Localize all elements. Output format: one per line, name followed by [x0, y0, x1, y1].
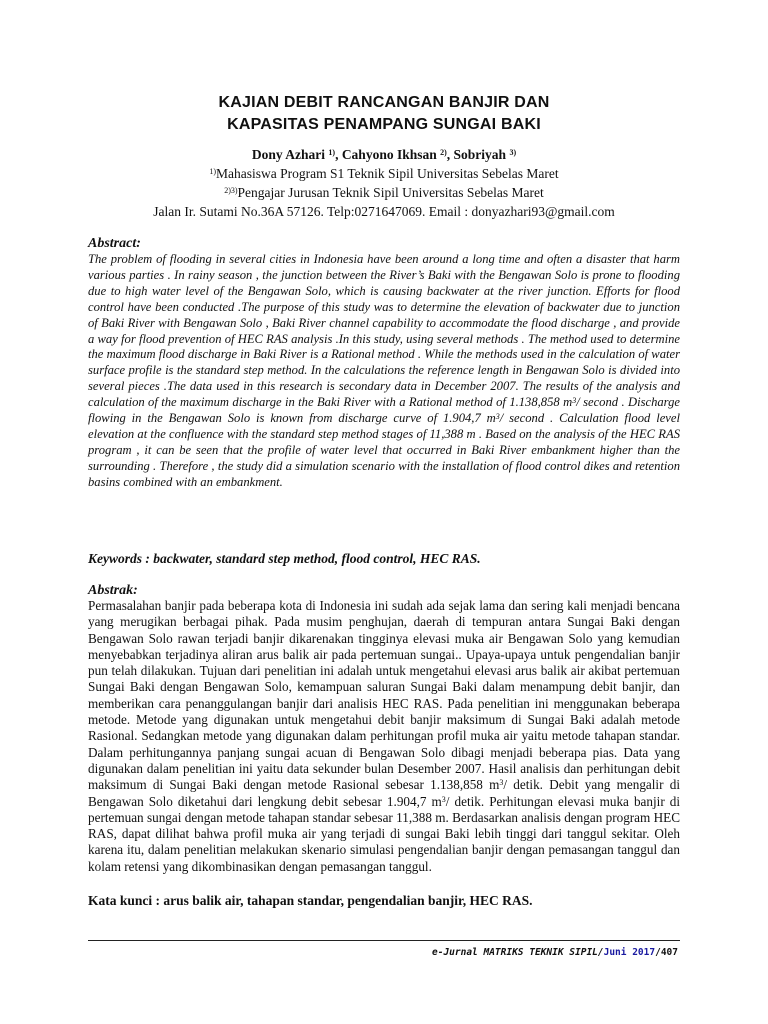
author-superscript: 1) [328, 148, 336, 157]
unit-superscript: 3 [441, 794, 446, 804]
abstract-heading: Abstract: [88, 236, 141, 251]
paper-title [0, 92, 768, 136]
abstrak-indonesian [88, 598, 680, 875]
abstract-text: / second . Discharge flowing in the Bengawan Solo is known from discharge curve of 1.904,7 m [88, 395, 680, 426]
author-name: Dony Azhari [251, 147, 326, 162]
author-superscript: 2) [440, 148, 447, 157]
paper-title-line-1: KAJIAN DEBIT RANCANGAN BANJIR DAN [218, 94, 550, 111]
abstrak-heading: Abstrak: [88, 583, 138, 598]
abstrak-text: Permasalahan banjir pada beberapa kota di Indonesia ini sudah ada sejak lama dan sering kali menjadi bencana yang merugikan berbagai pihak. Pada musim penghujan, daerah di tempuran antara Sungai Baki dengan Bengawan Solo rawan terjadi banjir dikarenakan tingginya elevasi muka air Bengawan Solo yang kemudian menyebabkan terjadinya aliran arus balik air pada pertemuan sungai.. Upaya-upaya untuk pengendalian banjir pun telah dilakukan. Tujuan dari penelitian ini adalah untuk mengetahui elevasi arus balik air akibat pertemuan Sungai Baki dengan Bengawan Solo, kemampuan saluran Sungai Baki dalam menampung debit banjir, dan memberikan cara penanggulangan banjir dari analisis HEC RAS. Pada penelitian ini menggunakan beberapa metode. Metode yang digunakan untuk mengetahui debit banjir maksimum di Sungai Baki adalah metode Rasional. Sedangkan metode yang digunakan dalam perhitungan profil muka air yaitu metode tahapan standar. Dalam perhitungannya panjang sungai acuan di Bengawan Solo dibagi menjadi beberapa pias. Data yang digunakan dalam penelitian ini yaitu data sekunder bulan Desember 2007. Hasil analisis dan perhitungan debit maksimum di Sungai Baki dengan metode Rasional sebesar 1.138,858 m [88, 598, 680, 793]
abstrak-text: / detik. Debit yang mengalir di Bengawan Solo diketahui dari lengkung debit sebesar 1.904,7 m [88, 777, 680, 809]
abstract-text: / second . Calculation flood level elevation at the confluence with the standard step method stages of 11,388 m . Based on the analysis of the HEC RAS program , it can be seen that the profile of water level that occurred in Baki River embankment higher than the surrounding . Therefore , the study did a simulation scenario with the installation of flood control dikes and retention basins combined with an embankment. [88, 411, 680, 489]
footer-separator: / [655, 947, 661, 958]
unit-superscript: 3 [499, 778, 504, 788]
affiliation-text: Mahasiswa Program S1 Teknik Sipil Universitas Sebelas Maret [216, 166, 559, 181]
abstrak-text: / detik. Perhitungan elevasi muka banjir di pertemuan sungai dengan metode tahapan standar sebesar 11,388 m. Berdasarkan analisis dengan program HEC RAS, dapat dilihat bahwa profil muka air yang terjadi di sungai Baki lebih tinggi dari tanggul sekitar. Oleh karena itu, dalam penelitian melakukan skenario simulasi pengendalian banjir dengan pemasangan tanggul dan kolam retensi yang dikombinasikan dengan pemasangan tanggul. [88, 793, 680, 874]
unit-superscript: 3 [572, 396, 577, 406]
author-block [0, 145, 768, 221]
footer-page-number: 407 [660, 947, 678, 958]
affiliation-superscript: 2)3) [224, 186, 238, 195]
address-line: Jalan Ir. Sutami No.36A 57126. Telp:0271647069. Email : donyazhari93@gmail.com [153, 204, 615, 219]
abstract-text: The problem of flooding in several cities in Indonesia have been around a long time and often a disaster that harm various parties . In rainy season , the junction between the River’s Baki with the Bengawan Solo is prone to flooding due to high water level of the Bengawan Solo, which is causing backwater at the river junction. Efforts for flood control have been conducted .The purpose of this study was to determine the elevation of backwater due to junction of Baki River with Bengawan Solo , Baki River channel capability to accommodate the flood discharge , and provide a way for flood prevention of HEC RAS analysis .In this study, using several methods . The method used to determine the maximum flood discharge in Baki River is a Rational method . While the methods used in the calculation of water surface profile is the standard step method. In the calculations the reference length in Bengawan Solo is divided into several pieces .The data used in this research is secondary data in December 2007. The results of the analysis and calculation of the maximum discharge in the Baki River with a Rational method of 1.138,858 m [88, 252, 680, 410]
footer-journal: e-Jurnal MATRIKS TEKNIK SIPIL/ [432, 947, 604, 958]
footer-divider [88, 940, 680, 941]
author-superscript: 3) [509, 148, 517, 157]
affiliation-text: Pengajar Jurusan Teknik Sipil Universitas Sebelas Maret [237, 185, 544, 200]
abstract-english [88, 252, 680, 491]
affiliation-1 [0, 164, 768, 183]
paper-title-line-2: KAPASITAS PENAMPANG SUNGAI BAKI [227, 116, 541, 133]
keywords-english: Keywords : backwater, standard step method, flood control, HEC RAS. [88, 551, 481, 566]
author-names: Dony Azhari $^{1)}$, Cahyono Ikhsan $^{2)}$, Sobriyah $^{3)}$ [251, 147, 517, 162]
page-footer [432, 947, 678, 958]
author-name: Sobriyah [453, 147, 507, 162]
keywords-indonesian: Kata kunci : arus balik air, tahapan standar, pengendalian banjir, HEC RAS. [88, 893, 533, 908]
affiliation-2 [0, 183, 768, 202]
affiliation-superscript: 1) [209, 167, 217, 176]
author-name: Cahyono Ikhsan [341, 147, 437, 162]
unit-superscript: 3 [495, 412, 500, 422]
footer-issue: Juni 2017 [603, 947, 656, 958]
